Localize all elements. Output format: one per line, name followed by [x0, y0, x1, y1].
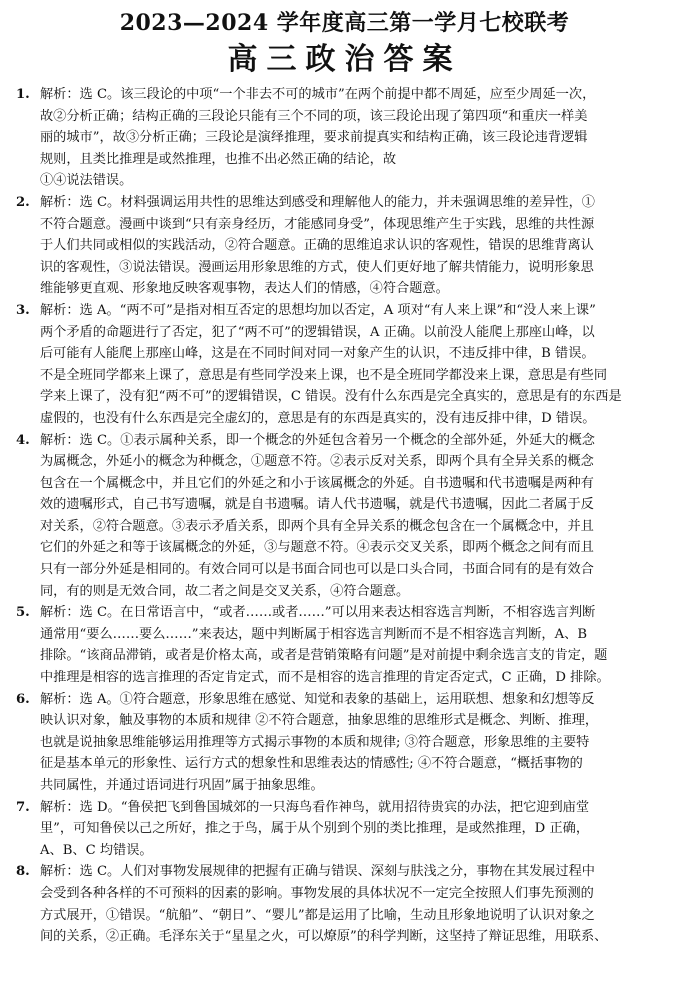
explanation-line: 间的关系，②正确。毛泽东关于“星星之火，可以燎原”的科学判断，这坚持了辩证思维，用联系、: [40, 929, 608, 945]
question-number: 7.: [16, 799, 30, 815]
explanation-line: 虚假的，也没有什么东西是完全虚幻的，意思是有的东西是真实的，没有违反排中律，D 错误。: [40, 410, 596, 426]
explanation-line: 通常用“要么……要么……”来表达，题中判断属于相容选言判断而不是不相容选言判断，A、B: [40, 626, 588, 642]
explanation-line: 排除。“该商品滞销，或者是价格太高，或者是营销策略有问题”是对前提中剩余选言支的肯定，题: [40, 648, 608, 664]
question-explanation: [40, 84, 675, 192]
question-explanation: [40, 430, 675, 603]
explanation-line: 解析：选 C。①表示属种关系，即一个概念的外延包含着另一个概念的全部外延，外延大的概念: [40, 432, 595, 448]
question-explanation: [40, 602, 675, 688]
explanation-line: 征是基本单元的形象性、运行方式的想象性和思维表达的情感性; ④不符合题意，“概括事物的: [40, 756, 583, 772]
explanation-line: 不是全班同学都来上课了，意思是有些同学没来上课，也不是全班同学都没来上课，意思是有些同: [40, 367, 608, 383]
explanation-line: ①④说法错误。: [40, 173, 133, 189]
explanation-line: 它们的外延之和等于该属概念的外延，③与题意不符。④表示交叉关系，即两个概念之间有而且: [40, 540, 594, 556]
question-item: [14, 430, 675, 603]
explanation-line: 丽的城市”，故③分析正确；三段论是演绎推理，要求前提真实和结构正确，该三段论违背逻辑: [40, 130, 588, 146]
explanation-line: 解析：选 C。材料强调运用共性的思维达到感受和理解他人的能力，并未强调思维的差异性，①: [40, 194, 595, 210]
explanation-line: 只有一部分外延是相同的。有效合同可以是书面合同也可以是口头合同，书面合同有的是有效合: [40, 562, 594, 578]
question-explanation: [40, 300, 675, 430]
explanation-line: 中推理是相容的选言推理的否定肯定式，而不是相容的选言推理的肯定否定式，C 正确，D 排除。: [40, 670, 610, 686]
explanation-line: 为属概念，外延小的概念为种概念，①题意不符。②表示反对关系，即两个具有全异关系的概念: [40, 454, 594, 470]
question-number: 5.: [16, 605, 30, 621]
question-explanation: [40, 192, 675, 300]
explanation-line: 后可能有人能爬上那座山峰，这是在不同时间对同一对象产生的认识，不违反排中律，B 错误。: [40, 346, 595, 362]
question-item: [14, 797, 675, 862]
explanation-line: 解析：选 A。①符合题意，形象思维在感觉、知觉和表象的基础上，运用联想、想象和幻想等反: [40, 691, 595, 707]
explanation-line: 同，有的则是无效合同，故二者之间是交叉关系，④符合题意。: [40, 583, 410, 599]
explanation-line: 包含在一个属概念中，并且它们的外延之和小于该属概念的外延。自书遗嘱和代书遗嘱是两种有: [40, 475, 594, 491]
question-explanation: [40, 861, 675, 947]
explanation-line: 解析：选 C。该三段论的中项“一个非去不可的城市”在两个前提中都不周延，应至少周延一次，: [40, 87, 596, 102]
explanation-line: A、B、C 均错误。: [40, 842, 153, 858]
answer-title: 高三政治答案: [227, 42, 462, 77]
explanation-line: 故②分析正确；结构正确的三段论只能有三个不同的项，该三段论出现了第四项“和重庆一样美: [40, 108, 588, 124]
explanation-line: 解析：选 C。在日常语言中，“或者……或者……”可以用来表达相容选言判断，不相容选言判断: [40, 605, 596, 621]
explanation-line: 会受到各种各样的不可预料的因素的影响。事物发展的具体状况不一定完全按照人们事先预测的: [40, 885, 594, 901]
question-item: [14, 602, 675, 688]
question-number: 3.: [16, 302, 30, 318]
question-item: [14, 861, 675, 947]
explanation-line: 解析：选 D。“鲁侯把飞到鲁国城郊的一只海鸟看作神鸟，就用招待贵宾的办法，把它迎到庙堂: [40, 799, 590, 815]
question-item: [14, 84, 675, 192]
question-item: [14, 192, 675, 300]
question-list: [14, 84, 675, 948]
explanation-line: 共同属性，并通过语词进行巩固”属于抽象思维。: [40, 778, 324, 793]
explanation-line: 方式展开，①错误。“航船”、“朝日”、“婴儿”都是运用了比喻，生动且形象地说明了认识对象之: [40, 907, 595, 923]
explanation-line: 对关系，②符合题意。③表示矛盾关系，即两个具有全异关系的概念包含在一个属概念中，并且: [40, 518, 594, 534]
question-explanation: [40, 797, 675, 862]
exam-title: 2023—2024 学年度高三第一学月七校联考: [119, 10, 570, 36]
explanation-line: 两个矛盾的命题进行了否定，犯了“两不可”的逻辑错误，A 正确。以前没人能爬上那座山峰，以: [40, 324, 595, 340]
explanation-line: 不符合题意。漫画中谈到“只有亲身经历，才能感同身受”，体现思维产生于实践，思维的共性源: [40, 216, 595, 232]
explanation-line: 映认识对象，触及事物的本质和规律 ②不符合题意，抽象思维的思维形式是概念、判断、推理，: [40, 713, 599, 729]
question-explanation: [40, 689, 675, 797]
question-number: 1.: [16, 87, 30, 102]
explanation-line: 规则，且类比推理是或然推理，也推不出必然正确的结论，故: [40, 151, 397, 167]
explanation-line: 效的遗嘱形式，自己书写遗嘱，就是自书遗嘱。请人代书遗嘱，就是代书遗嘱，因此二者属于反: [40, 497, 594, 513]
explanation-line: 解析：选 A。“两不可”是指对相互否定的思想均加以否定，A 项对“有人来上课”和“没人来上课”: [40, 302, 596, 318]
explanation-line: 维能够更直观、形象地反映客观事物，表达人们的情感，④符合题意。: [40, 281, 449, 297]
explanation-line: 于人们共同或相似的实践活动，②符合题意。正确的思维追求认识的客观性，错误的思维背离认: [40, 238, 594, 254]
question-number: 6.: [16, 691, 30, 707]
explanation-line: 识的客观性，③说法错误。漫画运用形象思维的方式，使人们更好地了解共情能力，说明形象思: [40, 259, 594, 275]
explanation-line: 也就是说抽象思维能够运用推理等方式揭示事物的本质和规律; ③符合题意，形象思维的主要特: [40, 734, 590, 750]
question-item: [14, 689, 675, 797]
explanation-line: 里”，可知鲁侯以己之所好，推之于鸟，属于从个别到个别的类比推理，是或然推理，D 正确，: [40, 821, 590, 837]
question-number: 4.: [16, 432, 30, 448]
explanation-line: 学来上课了，没有犯“两不可”的逻辑错误，C 错误。没有什么东西是完全真实的，意思是有的东西是: [40, 389, 622, 405]
question-number: 8.: [16, 864, 30, 880]
question-item: [14, 300, 675, 430]
explanation-line: 解析：选 C。人们对事物发展规律的把握有正确与错误、深刻与肤浅之分，事物在其发展过程中: [40, 864, 595, 880]
question-number: 2.: [16, 194, 30, 210]
